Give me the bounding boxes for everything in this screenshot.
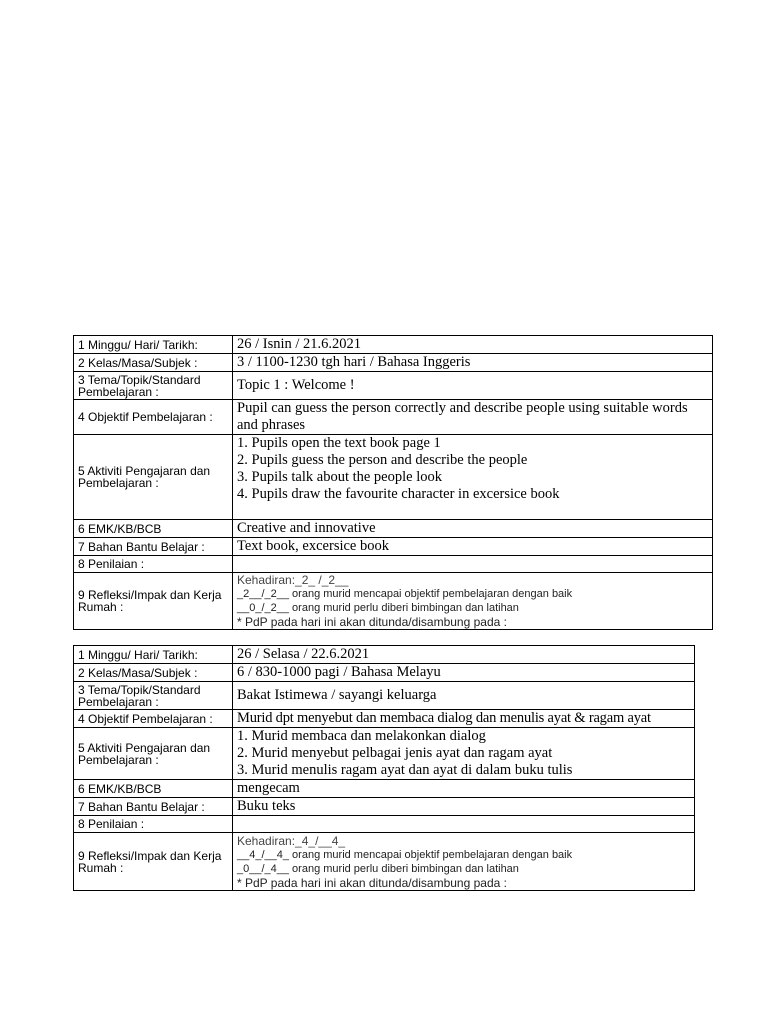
value-refleksi bbox=[233, 573, 713, 630]
value-aktiviti bbox=[233, 728, 695, 780]
value-line: Murid dpt menyebut dan membaca dialog dan menulis ayat & ragam ayat bbox=[237, 710, 651, 726]
value-line: Bakat Istimewa / sayangi keluarga bbox=[237, 687, 437, 703]
label-refleksi: 9 Refleksi/Impak dan Kerja Rumah : bbox=[74, 833, 233, 891]
label-refleksi: 9 Refleksi/Impak dan Kerja Rumah : bbox=[74, 573, 233, 630]
kehadiran-text: Kehadiran:_2_ /_2__ bbox=[237, 573, 349, 587]
value-line: 26 / Selasa / 22.6.2021 bbox=[237, 646, 370, 662]
pdp-note: * PdP pada hari ini akan ditunda/disambung pada : bbox=[237, 615, 507, 629]
lesson-plan-table-1 bbox=[73, 335, 713, 630]
row-tema bbox=[74, 372, 713, 400]
row-aktiviti bbox=[74, 435, 713, 520]
value-line: Text book, excersice book bbox=[237, 538, 389, 554]
row-bahan bbox=[74, 798, 695, 816]
row-objektif bbox=[74, 400, 713, 435]
label-tema: 3 Tema/Topik/Standard Pembelajaran : bbox=[74, 682, 233, 710]
lesson-plan-table-2 bbox=[73, 645, 695, 891]
capai-objektif-text: _2__/_2__ orang murid mencapai objektif pembelajaran dengan baik bbox=[237, 588, 573, 600]
bimbingan-text: _0__/_4__ orang murid perlu diberi bimbingan dan latihan bbox=[237, 862, 519, 875]
row-penilaian bbox=[74, 816, 695, 833]
value-penilaian bbox=[233, 556, 713, 573]
value-penilaian bbox=[233, 816, 695, 833]
label-bahan: 7 Bahan Bantu Belajar : bbox=[74, 798, 233, 816]
label-objektif: 4 Objektif Pembelajaran : bbox=[74, 710, 233, 728]
value-line: Creative and innovative bbox=[237, 520, 376, 536]
row-minggu bbox=[74, 646, 695, 664]
activity-line: 1. Pupils open the text book page 1 bbox=[237, 435, 441, 451]
row-tema bbox=[74, 682, 695, 710]
row-emk bbox=[74, 780, 695, 798]
value-objektif bbox=[233, 400, 713, 435]
activity-line: 1. Murid membaca dan melakonkan dialog bbox=[237, 728, 486, 744]
label-emk: 6 EMK/KB/BCB bbox=[74, 520, 233, 538]
label-kelas: 2 Kelas/Masa/Subjek : bbox=[74, 354, 233, 372]
value-line: Buku teks bbox=[237, 798, 296, 814]
value-line: Pupil can guess the person correctly and describe people using suitable words and phrases bbox=[237, 400, 688, 433]
kehadiran-text: Kehadiran:_4_/__4_ bbox=[237, 833, 346, 848]
value-line: 3 / 1100-1230 tgh hari / Bahasa Inggeris bbox=[237, 354, 471, 370]
capai-objektif-text: __4_/__4_ orang murid mencapai objektif pembelajaran dengan baik bbox=[237, 848, 573, 861]
label-tema: 3 Tema/Topik/Standard Pembelajaran : bbox=[74, 372, 233, 400]
label-minggu: 1 Minggu/ Hari/ Tarikh: bbox=[74, 336, 233, 354]
row-refleksi bbox=[74, 573, 713, 630]
pdp-note: * PdP pada hari ini akan ditunda/disambung pada : bbox=[237, 875, 507, 890]
row-bahan bbox=[74, 538, 713, 556]
value-minggu bbox=[233, 336, 713, 354]
activity-line: 3. Murid menulis ragam ayat dan ayat di dalam buku tulis bbox=[237, 762, 573, 778]
label-emk: 6 EMK/KB/BCB bbox=[74, 780, 233, 798]
activity-line: 4. Pupils draw the favourite character in excersice book bbox=[237, 486, 560, 502]
label-penilaian: 8 Penilaian : bbox=[74, 816, 233, 833]
value-emk bbox=[233, 780, 695, 798]
row-penilaian bbox=[74, 556, 713, 573]
value-refleksi bbox=[233, 833, 695, 891]
activity-line: 2. Pupils guess the person and describe the people bbox=[237, 452, 528, 468]
value-line: 26 / Isnin / 21.6.2021 bbox=[237, 336, 362, 352]
label-aktiviti: 5 Aktiviti Pengajaran dan Pembelajaran : bbox=[74, 435, 233, 520]
row-refleksi bbox=[74, 833, 695, 891]
value-line: mengecam bbox=[237, 780, 300, 796]
value-emk bbox=[233, 520, 713, 538]
value-line: Topic 1 : Welcome ! bbox=[237, 377, 355, 393]
value-tema bbox=[233, 682, 695, 710]
row-objektif bbox=[74, 710, 695, 728]
row-kelas bbox=[74, 664, 695, 682]
row-aktiviti bbox=[74, 728, 695, 780]
value-objektif bbox=[233, 710, 695, 728]
label-objektif: 4 Objektif Pembelajaran : bbox=[74, 400, 233, 435]
value-kelas bbox=[233, 664, 695, 682]
value-tema bbox=[233, 372, 713, 400]
value-bahan bbox=[233, 538, 713, 556]
value-line: 6 / 830-1000 pagi / Bahasa Melayu bbox=[237, 664, 441, 680]
value-kelas bbox=[233, 354, 713, 372]
label-penilaian: 8 Penilaian : bbox=[74, 556, 233, 573]
label-aktiviti: 5 Aktiviti Pengajaran dan Pembelajaran : bbox=[74, 728, 233, 780]
activity-line: 2. Murid menyebut pelbagai jenis ayat dan ragam ayat bbox=[237, 745, 553, 761]
value-bahan bbox=[233, 798, 695, 816]
label-bahan: 7 Bahan Bantu Belajar : bbox=[74, 538, 233, 556]
value-aktiviti bbox=[233, 435, 713, 520]
activity-line: 3. Pupils talk about the people look bbox=[237, 469, 442, 485]
row-emk bbox=[74, 520, 713, 538]
row-kelas bbox=[74, 354, 713, 372]
label-kelas: 2 Kelas/Masa/Subjek : bbox=[74, 664, 233, 682]
label-minggu: 1 Minggu/ Hari/ Tarikh: bbox=[74, 646, 233, 664]
bimbingan-text: __0_/_2__ orang murid perlu diberi bimbingan dan latihan bbox=[237, 602, 519, 614]
value-minggu bbox=[233, 646, 695, 664]
row-minggu bbox=[74, 336, 713, 354]
